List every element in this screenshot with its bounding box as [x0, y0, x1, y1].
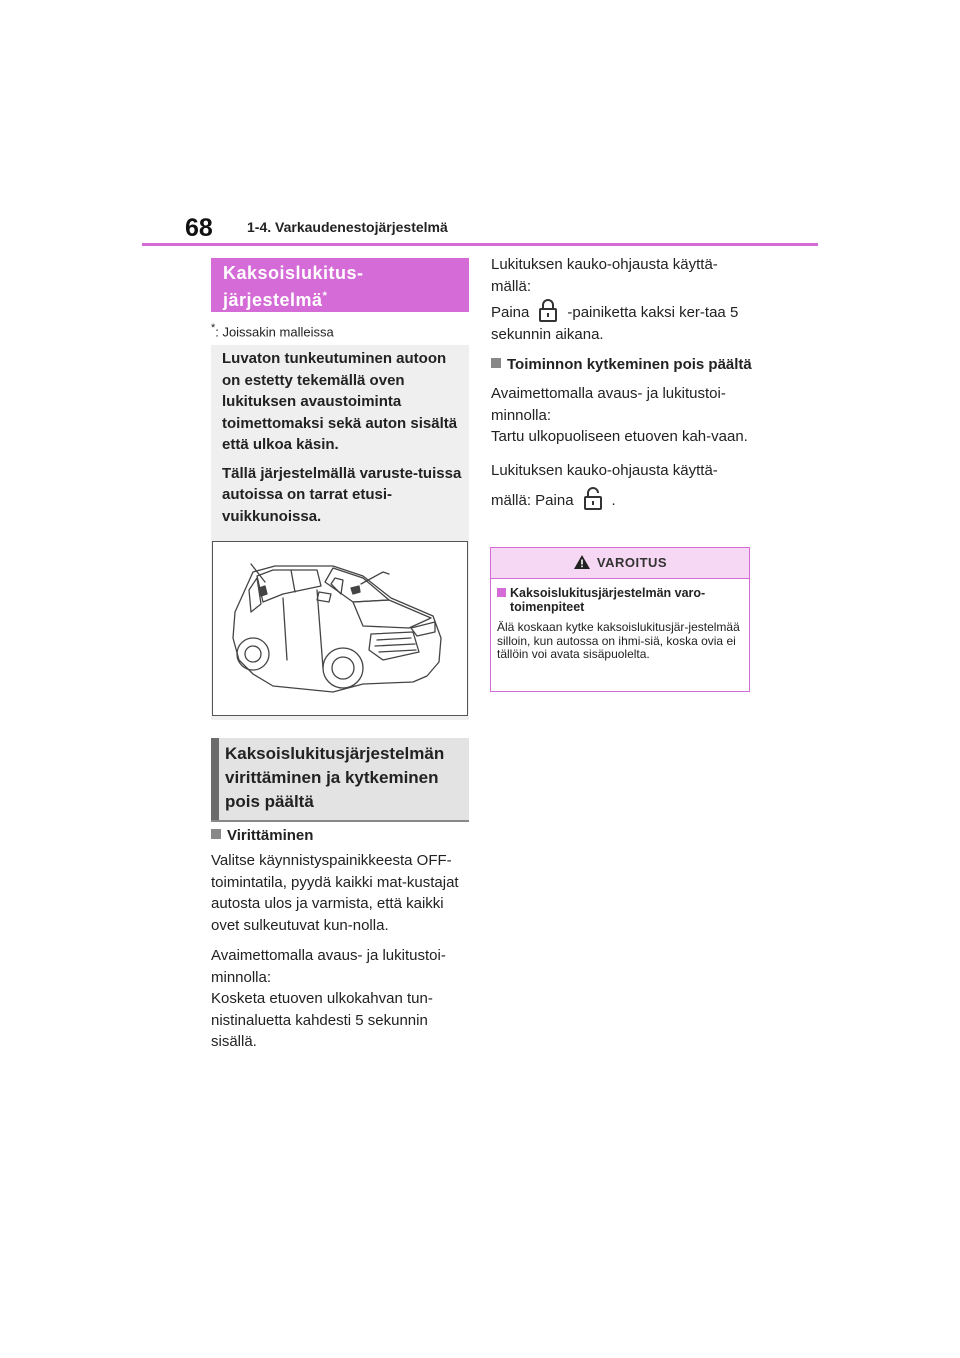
heading-sup: * [322, 290, 328, 302]
warning-text: Älä koskaan kytke kaksoislukitusjär-jestelmää silloin, kun autossa on ihmi-siä, koska ovia ei tällöin voi avata sisäpuolelta. [497, 620, 740, 661]
intro-text [222, 348, 462, 534]
remote-arming-text: -painiketta kaksi ker-taa 5 sekunnin aikana. [491, 304, 739, 343]
square-bullet-icon [497, 588, 506, 597]
lock-icon [537, 297, 559, 323]
right-column-body [491, 254, 756, 524]
arming-keyless-text: Kosketa etuoven ulkokahvan tun-nistinaluetta kahdesti 5 sekunnin sisällä. [211, 990, 433, 1050]
heading-line1: Kaksoislukitus- [223, 263, 364, 283]
square-bullet-icon [491, 358, 501, 368]
remote-arming-press: Paina [491, 304, 530, 321]
header-rule [142, 243, 818, 246]
remote-arming-label: Lukituksen kauko-ohjausta käyttä-mällä: [491, 256, 718, 295]
disarm-remote-text: Lukituksen kauko-ohjausta käyttä-mällä: Paina [491, 461, 718, 509]
square-bullet-icon [211, 829, 221, 839]
footnote-text: : Joissakin malleissa [215, 324, 334, 340]
warning-triangle-icon [573, 554, 591, 570]
warning-box [490, 547, 750, 692]
section-heading-arm-disarm: Kaksoislukitusjärjestelmän virittäminen ja kytkeminen pois päältä [211, 738, 469, 820]
disarm-remote-end: . [611, 491, 616, 509]
disarm-remote [491, 457, 756, 515]
left-column-body [211, 827, 473, 1062]
subheading-disarming [491, 354, 756, 375]
remote-arming [491, 254, 756, 345]
disarm-keyless-label: Avaimettomalla avaus- ja lukitustoi-minnolla: [491, 385, 726, 424]
footnote [211, 322, 334, 339]
disarm-keyless [491, 383, 756, 448]
warning-title: VAROITUS [596, 555, 668, 570]
subheading-disarming-text: Toiminnon kytkeminen pois päältä [507, 356, 752, 373]
footnote-mark: * [211, 322, 216, 334]
chapter-title: 1-4. Varkaudenestojärjestelmä [247, 219, 448, 235]
subheading-arming-text: Virittäminen [227, 827, 314, 844]
section-heading-rule [211, 820, 469, 822]
section-heading-double-lock [211, 258, 469, 312]
subheading-arming [211, 827, 473, 844]
car-illustration [212, 541, 468, 716]
warning-header [491, 548, 749, 579]
warning-subtitle [497, 586, 743, 614]
intro-paragraph-1: Luvaton tunkeutuminen autoon on estetty tekemällä oven lukituksen avaustoiminta toimettomaksi sekä auton sisältä että ulkoa käsin. [222, 350, 458, 453]
arming-keyless [211, 945, 473, 1053]
unlock-icon [582, 485, 604, 511]
heading-line2: järjestelmä [223, 290, 323, 310]
intro-paragraph-2: Tällä järjestelmällä varuste-tuissa autoissa on tarrat etusi-vuikkunoissa. [222, 464, 462, 525]
arming-keyless-label: Avaimettomalla avaus- ja lukitustoi-minnolla: [211, 947, 446, 986]
page-number: 68 [185, 214, 213, 242]
disarm-keyless-text: Tartu ulkopuoliseen etuoven kah-vaan. [491, 428, 748, 445]
suv-sticker-illustration [213, 542, 467, 715]
arming-paragraph: Valitse käynnistyspainikkeesta OFF-toimintatila, pyydä kaikki mat-kustajat autosta ulos ja varmista, että kaikki ovet sulkeutuvat kun-nolla. [211, 852, 459, 934]
warning-subtitle-text: Kaksoislukitusjärjestelmän varo-toimenpiteet [510, 586, 706, 614]
